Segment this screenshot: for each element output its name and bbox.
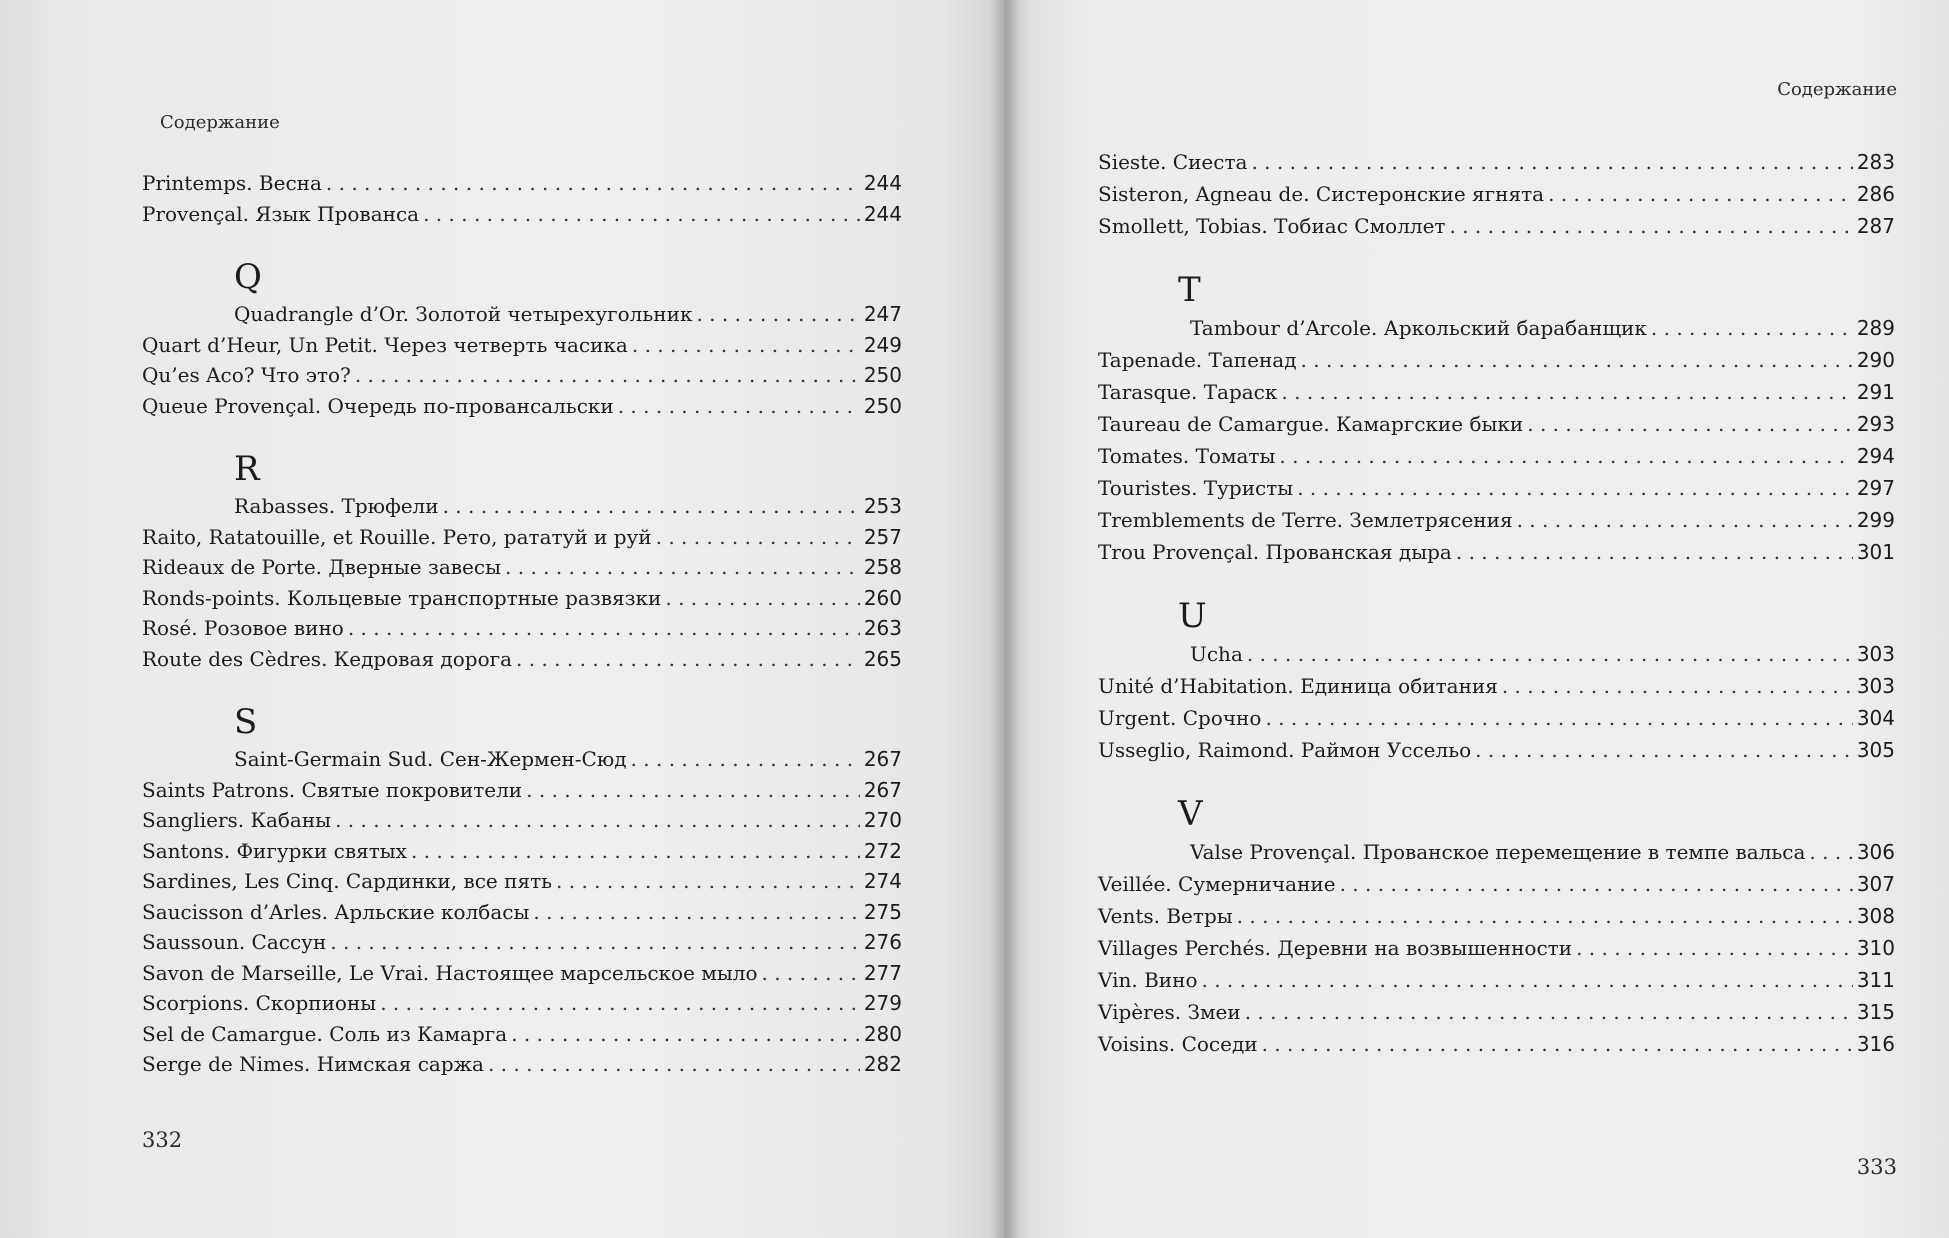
dot-leader — [488, 1049, 860, 1080]
page-number: 332 — [142, 1128, 183, 1152]
dot-leader — [1527, 408, 1853, 440]
toc-entry — [142, 391, 902, 422]
dot-leader — [762, 958, 860, 989]
dot-leader — [335, 805, 860, 836]
toc-entry — [1098, 1028, 1895, 1060]
entry-title: Valse Provençal. Прованское перемещение в темпе вальса — [1190, 840, 1806, 864]
entry-title: Urgent. Срочно — [1098, 706, 1262, 730]
entry-page-number: 275 — [863, 899, 902, 924]
entry-page-number: 306 — [1856, 840, 1895, 864]
entry-title: Quadrangle d’Or. Золотой четырехугольник — [234, 302, 693, 326]
toc-entry — [142, 491, 902, 522]
dot-leader — [1809, 836, 1852, 868]
entry-title: Voisins. Соседи — [1098, 1032, 1258, 1056]
entry-title: Tapenade. Тапенад — [1098, 348, 1297, 372]
dot-leader — [665, 583, 859, 614]
entry-page-number: 294 — [1856, 444, 1895, 468]
entry-title: Scorpions. Скорпионы — [142, 991, 377, 1015]
entry-page-number: 304 — [1856, 706, 1895, 730]
toc-entry — [142, 360, 902, 391]
dot-leader — [1297, 472, 1853, 504]
entry-title: Villages Perchés. Деревни на возвышенности — [1098, 936, 1573, 960]
toc-entry — [1098, 932, 1895, 964]
entry-title: Touristes. Туристы — [1098, 476, 1294, 500]
entry-page-number: 250 — [863, 393, 902, 418]
toc-entry — [1098, 900, 1895, 932]
entry-title: Ucha — [1190, 642, 1243, 666]
toc-section — [1098, 146, 1895, 242]
entry-page-number: 280 — [863, 1021, 902, 1046]
entry-title: Tarasque. Тараск — [1098, 380, 1278, 404]
toc-entry — [142, 522, 902, 553]
toc-entry — [142, 897, 902, 928]
entry-page-number: 282 — [863, 1052, 902, 1076]
toc-entry — [1098, 638, 1895, 670]
dot-leader — [1456, 536, 1853, 568]
toc-entry — [142, 552, 902, 583]
entry-title: Smollett, Tobias. Тобиас Смоллет — [1098, 214, 1446, 238]
entry-title: Queue Provençal. Очередь по-провансальски — [142, 393, 614, 418]
entry-page-number: 303 — [1856, 674, 1895, 698]
toc-entry — [1098, 504, 1895, 536]
dot-leader — [1247, 638, 1853, 670]
entry-page-number: 316 — [1856, 1032, 1895, 1056]
dot-leader — [1475, 734, 1853, 766]
entry-title: Tremblements de Terre. Землетрясения — [1098, 508, 1513, 532]
dot-leader — [330, 927, 860, 958]
dot-leader — [1517, 504, 1853, 536]
toc-entry — [1098, 210, 1895, 242]
dot-leader — [423, 199, 860, 230]
entry-title: Provençal. Язык Прованса — [142, 201, 420, 226]
toc-entry — [1098, 536, 1895, 568]
entry-title: Tambour d’Arcole. Аркольский барабанщик — [1190, 316, 1647, 340]
toc-entry — [1098, 472, 1895, 504]
entry-title: Sisteron, Agneau de. Систеронские ягнята — [1098, 182, 1545, 206]
toc-entry — [1098, 440, 1895, 472]
table-of-contents — [1098, 146, 1895, 1060]
right-page — [1005, 0, 1949, 1238]
entry-page-number: 307 — [1856, 872, 1895, 896]
toc-entry — [1098, 408, 1895, 440]
toc-entry — [1098, 868, 1895, 900]
toc-entry — [142, 199, 902, 230]
entry-title: Sel de Camargue. Соль из Камарга — [142, 1021, 508, 1046]
toc-entry — [1098, 964, 1895, 996]
toc-entry — [142, 775, 902, 806]
dot-leader — [505, 552, 860, 583]
toc-entry — [142, 958, 902, 989]
toc-entry — [1098, 836, 1895, 868]
dot-leader — [656, 522, 860, 553]
dot-leader — [1237, 900, 1853, 932]
toc-entry — [1098, 670, 1895, 702]
section-letter: R — [234, 449, 260, 489]
section-letter: Q — [234, 257, 262, 297]
entry-page-number: 297 — [1856, 476, 1895, 500]
toc-entry — [1098, 702, 1895, 734]
dot-leader — [1201, 964, 1852, 996]
entry-page-number: 247 — [863, 302, 902, 326]
dot-leader — [1265, 702, 1852, 734]
dot-leader — [411, 836, 860, 867]
entry-page-number: 301 — [1856, 540, 1895, 564]
dot-leader — [1262, 1028, 1853, 1060]
entry-page-number: 260 — [863, 585, 902, 610]
toc-entry — [142, 583, 902, 614]
entry-title: Route des Cèdres. Кедровая дорога — [142, 646, 513, 671]
entry-title: Trou Provençal. Прованская дыра — [1098, 540, 1452, 564]
entry-title: Saussoun. Сассун — [142, 930, 327, 954]
entry-page-number: 267 — [863, 747, 902, 771]
dot-leader — [1502, 670, 1853, 702]
toc-section — [142, 421, 902, 674]
entry-title: Saint-Germain Sud. Сен-Жермен-Сюд — [234, 747, 627, 771]
dot-leader — [1251, 146, 1852, 178]
toc-entry — [142, 927, 902, 958]
dot-leader — [380, 988, 860, 1019]
entry-page-number: 263 — [863, 616, 902, 640]
entry-title: Rosé. Розовое вино — [142, 616, 344, 640]
entry-title: Printemps. Весна — [142, 171, 322, 195]
table-of-contents — [142, 168, 902, 1080]
entry-page-number: 257 — [863, 524, 902, 549]
dot-leader — [1301, 344, 1853, 376]
dot-leader — [516, 644, 860, 675]
entry-page-number: 265 — [863, 646, 902, 671]
dot-leader — [348, 613, 860, 644]
entry-title: Sangliers. Кабаны — [142, 808, 332, 832]
toc-entry — [1098, 376, 1895, 408]
toc-entry — [142, 744, 902, 775]
dot-leader — [1279, 440, 1852, 472]
entry-title: Serge de Nimes. Нимская саржа — [142, 1052, 484, 1076]
entry-page-number: 279 — [863, 991, 902, 1015]
dot-leader — [511, 1019, 860, 1050]
entry-title: Ronds-points. Кольцевые транспортные развязки — [142, 585, 662, 610]
entry-page-number: 310 — [1856, 936, 1895, 960]
entry-page-number: 270 — [863, 808, 902, 832]
toc-entry — [1098, 734, 1895, 766]
entry-page-number: 272 — [863, 838, 902, 863]
entry-page-number: 299 — [1856, 508, 1895, 532]
entry-title: Rabasses. Трюфели — [234, 494, 439, 518]
entry-title: Usseglio, Raimond. Раймон Уссельо — [1098, 738, 1472, 762]
entry-page-number: 315 — [1856, 1000, 1895, 1024]
dot-leader — [533, 897, 859, 928]
entry-page-number: 267 — [863, 777, 902, 802]
toc-entry — [142, 330, 902, 361]
toc-section — [1098, 242, 1895, 568]
dot-leader — [1576, 932, 1853, 964]
toc-entry — [142, 805, 902, 836]
entry-title: Taureau de Camargue. Камаргские быки — [1098, 412, 1524, 436]
dot-leader — [526, 775, 860, 806]
entry-title: Raito, Ratatouille, et Rouille. Рето, рататуй и руй — [142, 524, 652, 549]
dot-leader — [1651, 312, 1853, 344]
section-letter: S — [234, 702, 258, 742]
dot-leader — [1450, 210, 1853, 242]
entry-page-number: 311 — [1856, 968, 1895, 992]
section-letter: V — [1178, 794, 1203, 834]
dot-leader — [631, 744, 860, 775]
dot-leader — [696, 299, 859, 330]
entry-page-number: 305 — [1856, 738, 1895, 762]
toc-entry — [142, 1019, 902, 1050]
section-letter: U — [1178, 596, 1207, 636]
entry-page-number: 244 — [863, 201, 902, 226]
dot-leader — [618, 391, 860, 422]
entry-title: Savon de Marseille, Le Vrai. Настоящее марсельское мыло — [142, 960, 758, 985]
entry-page-number: 250 — [863, 363, 902, 387]
dot-leader — [632, 330, 860, 361]
toc-section — [1098, 568, 1895, 766]
toc-section — [142, 168, 902, 229]
toc-entry — [1098, 146, 1895, 178]
dot-leader — [443, 491, 860, 522]
dot-leader — [1340, 868, 1853, 900]
entry-title: Qu’es Aco? Что это? — [142, 363, 351, 387]
toc-entry — [142, 299, 902, 330]
entry-title: Tomates. Томаты — [1098, 444, 1276, 468]
toc-entry — [1098, 996, 1895, 1028]
entry-page-number: 287 — [1856, 214, 1895, 238]
dot-leader — [326, 168, 860, 199]
dot-leader — [1281, 376, 1852, 408]
entry-page-number: 276 — [863, 930, 902, 954]
entry-page-number: 293 — [1856, 412, 1895, 436]
toc-section — [1098, 766, 1895, 1060]
entry-title: Santons. Фигурки святых — [142, 838, 407, 863]
entry-page-number: 308 — [1856, 904, 1895, 928]
entry-title: Saucisson d’Arles. Арльские колбасы — [142, 899, 530, 924]
entry-page-number: 244 — [863, 171, 902, 195]
toc-entry — [1098, 178, 1895, 210]
running-head: Содержание — [160, 112, 280, 133]
entry-title: Rideaux de Porte. Дверные завесы — [142, 555, 502, 579]
entry-page-number: 290 — [1856, 348, 1895, 372]
running-head: Содержание — [1777, 79, 1897, 100]
toc-entry — [142, 836, 902, 867]
toc-entry — [142, 988, 902, 1019]
entry-title: Sieste. Сиеста — [1098, 150, 1248, 174]
dot-leader — [556, 866, 860, 897]
entry-title: Sardines, Les Cinq. Сардинки, все пять — [142, 869, 553, 893]
toc-entry — [142, 168, 902, 199]
page-number: 333 — [1856, 1155, 1897, 1179]
entry-title: Vipères. Змеи — [1098, 1000, 1241, 1024]
toc-entry — [1098, 312, 1895, 344]
entry-title: Saints Patrons. Святые покровители — [142, 777, 523, 802]
entry-page-number: 291 — [1856, 380, 1895, 404]
entry-page-number: 258 — [863, 555, 902, 579]
entry-title: Veillée. Сумерничание — [1098, 872, 1336, 896]
entry-page-number: 277 — [863, 960, 902, 985]
entry-page-number: 249 — [863, 332, 902, 357]
toc-entry — [142, 644, 902, 675]
entry-page-number: 303 — [1856, 642, 1895, 666]
dot-leader — [1245, 996, 1853, 1028]
entry-page-number: 253 — [863, 494, 902, 518]
toc-section — [142, 229, 902, 421]
entry-title: Vin. Вино — [1098, 968, 1198, 992]
dot-leader — [355, 360, 860, 391]
entry-title: Vents. Ветры — [1098, 904, 1233, 928]
toc-entry — [142, 1049, 902, 1080]
entry-page-number: 274 — [863, 869, 902, 893]
toc-entry — [142, 866, 902, 897]
entry-page-number: 289 — [1856, 316, 1895, 340]
entry-page-number: 283 — [1856, 150, 1895, 174]
section-letter: T — [1178, 270, 1201, 310]
toc-entry — [142, 613, 902, 644]
toc-entry — [1098, 344, 1895, 376]
entry-title: Quart d’Heur, Un Petit. Через четверть часика — [142, 332, 628, 357]
entry-page-number: 286 — [1856, 182, 1895, 206]
dot-leader — [1548, 178, 1853, 210]
toc-section — [142, 674, 902, 1080]
entry-title: Unité d’Habitation. Единица обитания — [1098, 674, 1498, 698]
